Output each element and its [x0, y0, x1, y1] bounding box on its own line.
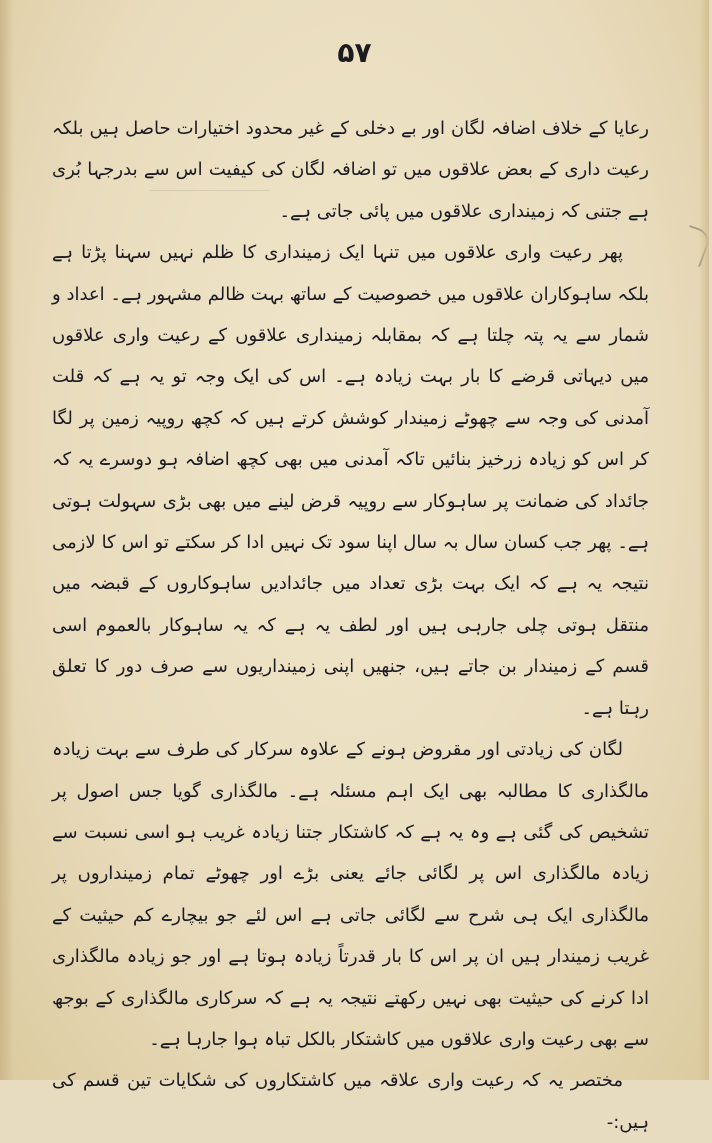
margin-pencil-mark [678, 225, 712, 267]
page-number: ۵۷ [337, 36, 372, 69]
paragraph-1: رعایا کے خلاف اضافہ لگان اور بے دخلی کے غیر محدود اختیارات حاصل ہیں بلکہ رعیت داری کے بعض علاقوں میں تو اضافہ لگان کی کیفیت اس سے بدرجہا بُری ہے جتنی کہ زمینداری علاقوں میں پائی جاتی ہے۔ [52, 118, 649, 222]
paragraph-3: لگان کی زیادتی اور مقروض ہونے کے علاوہ سرکار کی طرف سے بہت زیادہ مالگذاری کا مطالبہ بھی ایک اہم مسئلہ ہے۔ مالگذاری گویا جس اصول پر تشخیص کی گئی ہے وہ یہ ہے کہ کاشتکار جتنا زیادہ غریب ہو اسی نسبت سے زیادہ مالگذاری اس پر لگائی جائے یعنی بڑے اور چھوٹے تمام زمینداروں پر مالگذاری ایک ہی شرح سے لگائی جاتی ہے اس لئے جو بیچارے کم حیثیت کے غریب زمیندار ہیں ان پر اس کا بار قدرتاً زیادہ ہوتا ہے اور جو زیادہ مالگذاری ادا کرنے کی حیثیت بھی نہیں رکھتے نتیجہ یہ ہے کہ سرکاری مالگذاری کے بوجھ سے بھی رعیت واری علاقوں میں کاشتکار بالکل تباہ ہوا جارہا ہے۔ [52, 739, 649, 1050]
paragraph-2: پھر رعیت واری علاقوں میں تنہا ایک زمینداری کا ظلم نہیں سہنا پڑتا ہے بلکہ ساہوکاران علاقوں میں خصوصیت کے ساتھ بہت ظالم مشہور ہے۔ اعداد و شمار سے یہ پتہ چلتا ہے کہ بمقابلہ زمینداری علاقوں کے رعیت واری علاقوں میں دیہاتی قرضے کا بار بہت زیادہ ہے۔ اس کی ایک وجہ تو یہ ہے کہ قلت آمدنی کی وجہ سے چھوٹے زمیندار کوشش کرتے ہیں کہ کچھ روپیہ زمین پر لگا کر اس کو زیادہ زرخیز بنائیں تاکہ آمدنی میں بھی کچھ اضافہ ہو دوسرے یہ کہ جائداد کی ضمانت پر ساہوکار سے روپیہ قرض لینے میں بھی بڑی سہولت ہوتی ہے۔ پھر جب کسان سال بہ سال اپنا سود تک نہیں ادا کر سکتے تو اس کا لازمی نتیجہ یہ ہے کہ ایک بہت بڑی تعداد میں جائدادیں ساہوکاروں کے قبضہ میں منتقل ہوتی چلی جارہی ہیں اور لطف یہ ہے کہ یہ ساہوکار بالعموم اسی قسم کے زمیندار بن جاتے ہیں، جنھیں اپنی زمینداریوں سے صرف دور کا تعلق رہتا ہے۔ [52, 242, 649, 719]
paragraph-4: مختصر یہ کہ رعیت واری علاقہ میں کاشتکاروں کی شکایات تین قسم کی ہیں:- [52, 1070, 649, 1133]
body-text [52, 108, 649, 1143]
